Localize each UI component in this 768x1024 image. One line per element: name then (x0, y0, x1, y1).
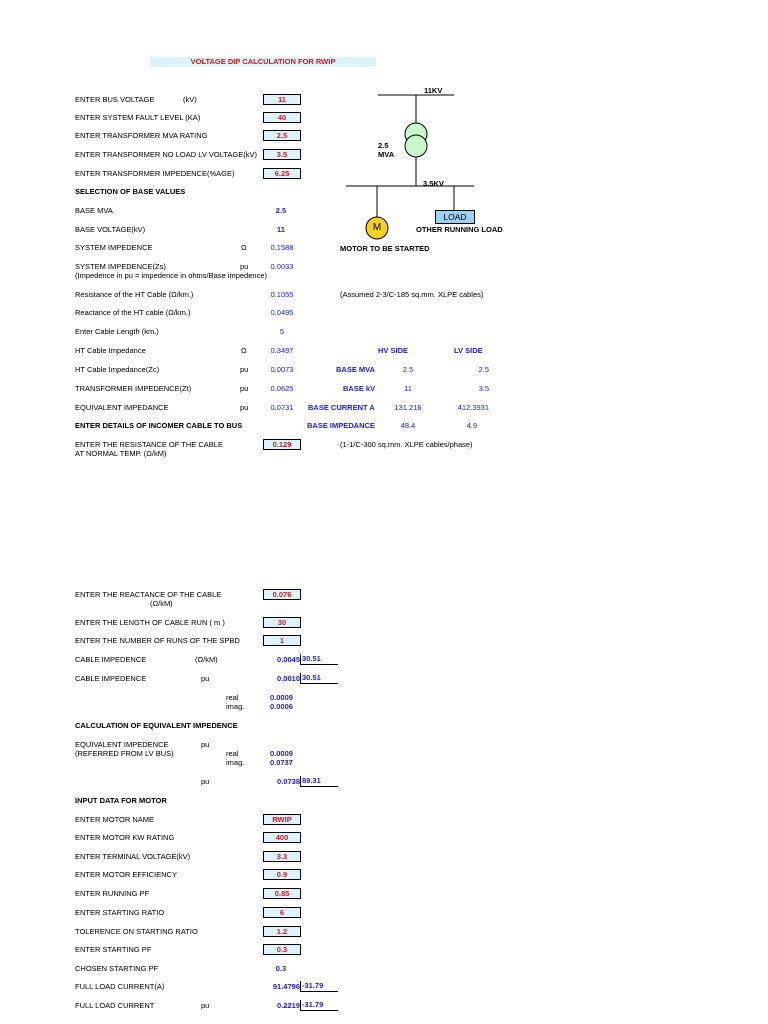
chosen-pf-value: 0.3 (275, 964, 287, 973)
base-table-lv: 4.9 (466, 421, 477, 430)
flc-a-angle: -31.79 (300, 981, 338, 992)
cable-run-length-input[interactable]: 30 (263, 617, 301, 628)
ht-cable-impedance-pu-value: 0.0073 (270, 365, 294, 374)
motor-input-heading: INPUT DATA FOR MOTOR (75, 796, 167, 805)
flc-pu-angle: -31.79 (300, 1000, 338, 1011)
cable-real-label: real (226, 693, 239, 702)
cable-length-value: 5 (279, 327, 285, 336)
system-impedance-value: 0.1588 (270, 243, 294, 252)
other-load-label: OTHER RUNNING LOAD (416, 225, 503, 234)
cable-imag-label: imag. (226, 702, 245, 711)
starting-ratio-label: ENTER STARTING RATIO (75, 908, 165, 917)
transformer-mva-input[interactable]: 2.5 (263, 130, 301, 141)
lv-voltage-label: 3.5KV (423, 179, 444, 188)
base-voltage-value: 11 (277, 225, 285, 234)
equivalent-impedance-heading: CALCULATION OF EQUIVALENT IMPEDENCE (75, 721, 238, 730)
spbd-runs-label: ENTER THE NUMBER OF RUNS OF THE SPBD (75, 636, 240, 645)
motor-symbol-text: M (372, 222, 382, 233)
bus-voltage-label: ENTER BUS VOLTAGE (75, 95, 155, 104)
equivalent-impedance-label: EQUIVALENT IMPEDANCE (75, 403, 169, 412)
system-impedance-pu-unit: pu (240, 262, 249, 271)
ht-cable-resistance-value: 0.1055 (270, 290, 294, 299)
equiv-impedance-label: EQUIVALENT IMPEDENCE (75, 740, 169, 749)
cable-impedance-pu-value: 0.0010 (277, 674, 300, 683)
transformer-secondary-winding (405, 135, 427, 157)
starting-pf-input[interactable]: 0.3 (263, 944, 301, 955)
system-impedance-pu-value: 0.0033 (270, 262, 294, 271)
equiv-pu-label: pu (201, 777, 210, 786)
chosen-pf-label: CHOSEN STARTING PF (75, 964, 159, 973)
single-line-diagram (340, 82, 520, 242)
ht-cable-resistance-label: Resistance of the HT Cable (Ω/km.) (75, 290, 194, 299)
tolerance-input[interactable]: 1.2 (263, 926, 301, 937)
base-table-hv: 131.216 (394, 403, 422, 412)
transformer-rating: 2.5 (378, 141, 389, 150)
cable-resistance-input[interactable]: 0.129 (263, 439, 301, 450)
terminal-voltage-input[interactable]: 3.3 (263, 851, 301, 862)
base-table-lv: 412.3931 (457, 403, 489, 412)
motor-efficiency-label: ENTER MOTOR EFFICIENCY (75, 870, 177, 879)
system-impedance-unit: Ω (241, 243, 247, 252)
cable-resistance-note: (1-1/C-300 sq.mm. XLPE cables/phase) (340, 440, 473, 449)
flc-pu-unit: pu (201, 1001, 210, 1010)
base-table-label: BASE CURRENT A (308, 403, 375, 412)
equiv-imag-label: imag. (226, 758, 245, 767)
ht-cable-note: (Assumed 2-3/C-185 sq.mm. XLPE cables) (340, 290, 484, 299)
ht-cable-impedance-label: HT Cable Impedance (75, 346, 146, 355)
transformer-impedance-pu-unit: pu (240, 384, 249, 393)
cable-impedance-value: 0.0045 (277, 655, 300, 664)
tolerance-label: TOLERENCE ON STARTING RATIO (75, 927, 198, 936)
incomer-heading: ENTER DETAILS OF INCOMER CABLE TO BUS (75, 421, 243, 430)
equiv-pu-angle: 89.31 (300, 776, 338, 787)
motor-kw-input[interactable]: 400 (263, 832, 301, 843)
equiv-impedance-label-2: (REFERRED FROM LV BUS) (75, 749, 174, 758)
equivalent-impedance-unit: pu (240, 403, 249, 412)
base-table-label: BASE IMPEDANCE (307, 421, 375, 430)
cable-impedance-unit: (Ω/kM) (195, 655, 218, 664)
bus-voltage-unit: (kV) (183, 95, 197, 104)
starting-ratio-input[interactable]: 6 (263, 907, 301, 918)
impedance-note: (Impedence in pu = impedence in ohms/Base impedence) (75, 271, 267, 280)
ht-cable-impedance-unit: Ω (241, 346, 247, 355)
base-table-lv: 2.5 (478, 365, 489, 374)
base-table-label: BASE MVA (336, 365, 376, 374)
cable-length-label: Enter Cable Length (km.) (75, 327, 159, 336)
hv-side-header: HV SIDE (378, 346, 409, 355)
equiv-impedance-unit: pu (201, 740, 210, 749)
ht-cable-impedance-pu-unit: pu (240, 365, 249, 374)
fault-level-input[interactable]: 40 (263, 112, 301, 123)
transformer-lv-voltage-input[interactable]: 3.5 (263, 149, 301, 160)
cable-resistance-label: ENTER THE RESISTANCE OF THE CABLE (75, 440, 223, 449)
lv-side-header: LV SIDE (454, 346, 483, 355)
cable-impedance-pu-label: CABLE IMPEDENCE (75, 674, 147, 683)
cable-impedance-label: CABLE IMPEDENCE (75, 655, 147, 664)
running-pf-input[interactable]: 0.85 (263, 888, 301, 899)
ht-cable-reactance-label: Reactance of the HT cable (Ω/km.) (75, 308, 191, 317)
bus-voltage-input[interactable]: 11 (263, 94, 301, 105)
motor-kw-label: ENTER MOTOR KW RATING (75, 833, 175, 842)
equivalent-impedance-value: 0.0731 (270, 403, 294, 412)
spbd-runs-input[interactable]: 1 (263, 635, 301, 646)
flc-a-label: FULL LOAD CURRENT(A) (75, 982, 165, 991)
transformer-unit: MVA (378, 150, 395, 159)
cable-reactance-label: ENTER THE REACTANCE OF THE CABLE (75, 590, 222, 599)
base-mva-value: 2.5 (275, 206, 287, 215)
cable-impedance-pu-unit: pu (201, 674, 210, 683)
base-table-hv: 48.4 (400, 421, 416, 430)
transformer-impedance-pu-label: TRANSFORMER IMPEDENCE(Zt) (75, 384, 192, 393)
hv-voltage-label: 11KV (424, 86, 443, 95)
starting-pf-label: ENTER STARTING PF (75, 945, 152, 954)
base-values-heading: SELECTION OF BASE VALUES (75, 187, 186, 196)
motor-name-label: ENTER MOTOR NAME (75, 815, 155, 824)
cable-impedance-pu-angle: 30.51 (300, 673, 338, 684)
motor-started-label: MOTOR TO BE STARTED (340, 244, 430, 253)
cable-impedance-angle: 30.51 (300, 654, 338, 665)
terminal-voltage-label: ENTER TERMINAL VOLTAGE(kV) (75, 852, 191, 861)
equiv-imag-value: 0.0737 (270, 758, 293, 767)
base-table-hv: 11 (404, 384, 412, 393)
cable-reactance-input[interactable]: 0.076 (263, 589, 301, 600)
motor-efficiency-input[interactable]: 0.9 (263, 869, 301, 880)
system-impedance-label: SYSTEM IMPEDENCE (75, 243, 153, 252)
motor-name-input[interactable]: RWIP (263, 814, 301, 825)
equiv-real-value: 0.0009 (270, 749, 293, 758)
base-voltage-label: BASE VOLTAGE(kV) (75, 225, 146, 234)
cable-resistance-label-2: AT NORMAL TEMP. (Ω/kM) (75, 449, 167, 458)
ht-cable-impedance-pu-label: HT Cable Impedance(Zc) (75, 365, 160, 374)
page-title: VOLTAGE DIP CALCULATION FOR RWIP (150, 57, 376, 67)
flc-a-value: 91.4796 (272, 982, 300, 991)
ht-cable-reactance-value: 0.0495 (270, 308, 294, 317)
transformer-impedance-label: ENTER TRANSFORMER IMPEDENCE(%AGE) (75, 169, 235, 178)
transformer-impedance-pu-value: 0.0625 (270, 384, 294, 393)
transformer-impedance-input[interactable]: 6.25 (263, 168, 301, 179)
base-table-lv: 3.5 (478, 384, 489, 393)
equiv-pu-value: 0.0738 (277, 777, 300, 786)
cable-imag-value: 0.0006 (270, 702, 293, 711)
cable-real-value: 0.0009 (270, 693, 293, 702)
transformer-lv-voltage-label: ENTER TRANSFORMER NO LOAD LV VOLTAGE(kV) (75, 150, 257, 159)
flc-pu-label: FULL LOAD CURRENT (75, 1001, 155, 1010)
ht-cable-impedance-value: 0.3497 (270, 346, 294, 355)
fault-level-label: ENTER SYSTEM FAULT LEVEL (KA) (75, 113, 201, 122)
equiv-real-label: real (226, 749, 239, 758)
running-pf-label: ENTER RUNNING PF (75, 889, 150, 898)
base-mva-label: BASE MVA (75, 206, 113, 215)
transformer-mva-label: ENTER TRANSFORMER MVA RATING (75, 131, 208, 140)
load-box: LOAD (435, 210, 475, 224)
system-impedance-pu-label: SYSTEM IMPEDENCE(Zs) (75, 262, 166, 271)
base-table-hv: 2.5 (402, 365, 414, 374)
base-table-label: BASE kV (343, 384, 376, 393)
flc-pu-value: 0.2219 (277, 1001, 300, 1010)
cable-reactance-unit: (Ω/kM) (150, 599, 173, 608)
cable-run-length-label: ENTER THE LENGTH OF CABLE RUN ( m ) (75, 618, 225, 627)
